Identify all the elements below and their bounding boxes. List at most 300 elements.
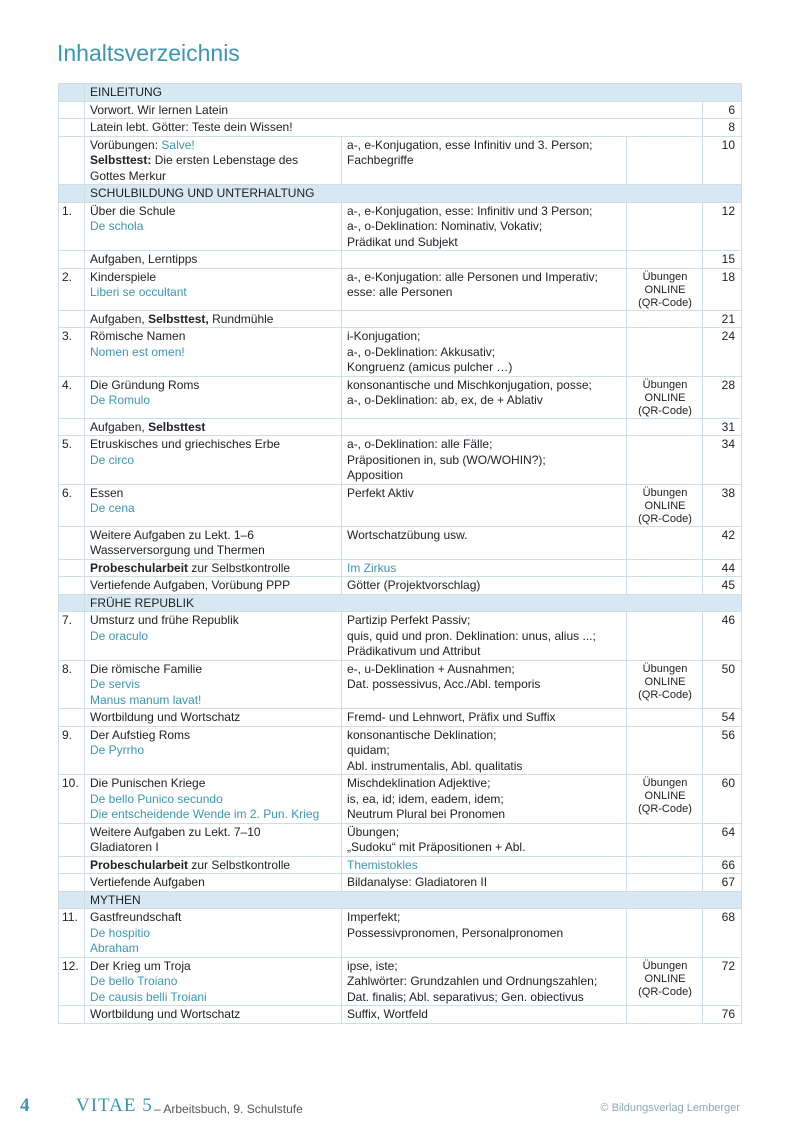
online-label: (QR-Code)	[638, 688, 692, 701]
latin-title: Abraham	[90, 941, 139, 955]
online-exercises	[627, 251, 703, 269]
entry-title	[85, 418, 342, 436]
title-text: Vertiefende Aufgaben, Vorübung PPP	[90, 578, 291, 592]
title-text: Aufgaben,	[90, 419, 149, 434]
online-label: Übungen	[642, 270, 688, 283]
page-number-cell: 44	[703, 559, 742, 577]
grammar-line: Fremd- und Lehnwort, Präfix und Suffix	[347, 710, 556, 724]
page-number-cell: 12	[703, 202, 742, 251]
grammar-topics	[342, 909, 627, 958]
online-exercises	[627, 328, 703, 377]
page-number-cell: 76	[703, 1006, 742, 1024]
page-number-cell: 60	[703, 775, 742, 824]
section-num-cell	[59, 594, 85, 612]
latin-title: Liberi se occultant	[90, 285, 187, 299]
page-number-cell: 66	[703, 856, 742, 874]
section-num-cell	[59, 891, 85, 909]
grammar-line: Suffix, Wortfeld	[347, 1007, 428, 1021]
toc-row	[59, 202, 742, 251]
grammar-topics	[342, 310, 627, 328]
title-line	[90, 528, 337, 544]
toc-row	[59, 101, 742, 119]
page-number-cell: 54	[703, 709, 742, 727]
page-number-cell: 8	[703, 119, 742, 137]
grammar-topics	[342, 660, 627, 709]
latin-title: De schola	[90, 219, 144, 233]
online-label: ONLINE	[644, 283, 686, 296]
title-line	[90, 420, 337, 436]
lesson-number	[59, 418, 85, 436]
title-line	[90, 875, 337, 891]
toc-row	[59, 251, 742, 269]
online-exercises	[627, 526, 703, 559]
lesson-number: 2.	[59, 268, 85, 310]
online-exercises	[627, 612, 703, 661]
title-line	[90, 613, 337, 629]
title-line	[90, 345, 337, 361]
online-exercises	[627, 376, 703, 418]
title-text: Vorübungen:	[90, 137, 162, 152]
online-exercises	[627, 957, 703, 1006]
title-line	[90, 728, 337, 744]
section-heading: EINLEITUNG	[85, 84, 742, 102]
entry-title	[85, 268, 342, 310]
online-exercises	[627, 1006, 703, 1024]
bold-label: Probeschularbeit	[90, 857, 189, 872]
entry-title	[85, 376, 342, 418]
grammar-topics	[342, 957, 627, 1006]
grammar-topics	[342, 709, 627, 727]
toc-row	[59, 823, 742, 856]
title-line	[90, 743, 337, 759]
grammar-topics	[342, 436, 627, 485]
entry-title	[85, 909, 342, 958]
lesson-number	[59, 856, 85, 874]
section-heading: FRÜHE REPUBLIK	[85, 594, 742, 612]
online-label: Übungen	[642, 959, 688, 972]
lesson-number	[59, 526, 85, 559]
toc-row	[59, 660, 742, 709]
latin-title: De hospitio	[90, 925, 151, 940]
title-line	[90, 169, 337, 185]
online-label: ONLINE	[644, 499, 686, 512]
lesson-number	[59, 1006, 85, 1024]
entry-title	[85, 436, 342, 485]
section-row	[59, 84, 742, 102]
title-line	[90, 910, 337, 926]
lesson-number: 10.	[59, 775, 85, 824]
title-text: Essen	[90, 485, 124, 500]
latin-title: De bello Punico secundo	[90, 791, 223, 806]
toc-row	[59, 957, 742, 1006]
lesson-number: 1.	[59, 202, 85, 251]
book-brand: VITAE 5	[76, 1095, 153, 1116]
lesson-number: 4.	[59, 376, 85, 418]
online-exercises	[627, 559, 703, 577]
title-text: Wortbildung und Wortschatz	[90, 710, 241, 724]
latin-title: De Romulo	[90, 393, 151, 407]
entry-title	[85, 328, 342, 377]
grammar-line: a-, e-Konjugation, esse: Infinitiv und 3 Person;	[347, 203, 593, 218]
title-line	[90, 578, 337, 594]
grammar-topics	[342, 856, 627, 874]
lesson-number	[59, 136, 85, 185]
page-number-cell: 72	[703, 957, 742, 1006]
page-number-cell: 21	[703, 310, 742, 328]
latin-title: De oraculo	[90, 628, 149, 643]
title-text: Der Krieg um Troja	[90, 958, 191, 973]
title-text: Weitere Aufgaben zu Lekt. 1–6	[90, 527, 254, 542]
toc-row	[59, 526, 742, 559]
title-line	[90, 252, 337, 268]
entry-title	[85, 310, 342, 328]
latin-title: Salve!	[161, 137, 195, 152]
lesson-number	[59, 874, 85, 892]
title-text: Etruskisches und griechisches Erbe	[90, 437, 281, 451]
entry-title	[85, 612, 342, 661]
title-line	[90, 629, 337, 645]
section-row	[59, 594, 742, 612]
title-line	[90, 959, 337, 975]
lesson-number	[59, 709, 85, 727]
lesson-number: 9.	[59, 726, 85, 775]
grammar-line: Götter (Projektvorschlag)	[347, 578, 481, 592]
grammar-topics	[342, 136, 627, 185]
grammar-line: Übungen;	[347, 824, 400, 839]
title-text: Die ersten Lebenstage des	[151, 153, 299, 167]
grammar-topics	[342, 484, 627, 526]
page-number-cell: 67	[703, 874, 742, 892]
page-number-cell: 64	[703, 823, 742, 856]
page-number: 4	[20, 1095, 30, 1116]
grammar-line: Zahlwörter: Grundzahlen und Ordnungszahlen;	[347, 974, 598, 988]
title-line	[90, 153, 337, 169]
title-line	[90, 974, 337, 990]
entry-title	[85, 856, 342, 874]
lesson-number	[59, 251, 85, 269]
grammar-line: Partizip Perfekt Passiv;	[347, 613, 471, 627]
toc-row	[59, 874, 742, 892]
grammar-line: a-, e-Konjugation, esse Infinitiv und 3. Person;	[347, 137, 593, 152]
section-num-cell	[59, 185, 85, 203]
page-number-cell: 6	[703, 101, 742, 119]
entry-title: Latein lebt. Götter: Teste dein Wissen!	[85, 119, 703, 137]
toc-row	[59, 436, 742, 485]
title-line	[90, 840, 337, 856]
title-text: Aufgaben,	[90, 311, 149, 326]
title-line	[90, 329, 337, 345]
page-number-cell: 10	[703, 136, 742, 185]
title-line	[90, 941, 337, 957]
online-exercises	[627, 856, 703, 874]
toc-row	[59, 418, 742, 436]
latin-title: De servis	[90, 677, 141, 691]
online-label: ONLINE	[644, 675, 686, 688]
section-row	[59, 185, 742, 203]
grammar-line: Fachbegriffe	[347, 153, 414, 167]
grammar-topics	[342, 202, 627, 251]
grammar-line: Prädikat und Subjekt	[347, 234, 458, 249]
grammar-topics	[342, 726, 627, 775]
online-exercises	[627, 775, 703, 824]
title-line	[90, 285, 337, 301]
page-title: Inhaltsverzeichnis	[57, 40, 240, 66]
online-exercises	[627, 268, 703, 310]
grammar-line: Prädikativum und Attribut	[347, 644, 481, 658]
title-text: Umsturz und frühe Republik	[90, 613, 239, 627]
title-text: Rundmühle	[208, 311, 274, 326]
grammar-topics	[342, 376, 627, 418]
grammar-topics	[342, 775, 627, 824]
title-line	[90, 710, 337, 726]
title-text: Vertiefende Aufgaben	[90, 875, 205, 889]
lesson-number: 8.	[59, 660, 85, 709]
grammar-line: ipse, iste;	[347, 958, 398, 973]
grammar-topics	[342, 874, 627, 892]
table-of-contents	[58, 83, 742, 1024]
online-label: ONLINE	[644, 972, 686, 985]
title-line	[90, 825, 337, 841]
online-exercises	[627, 709, 703, 727]
entry-title	[85, 136, 342, 185]
latin-title: Die entscheidende Wende im 2. Pun. Krieg	[90, 807, 320, 821]
online-label: Übungen	[642, 777, 688, 789]
section-heading: MYTHEN	[85, 891, 742, 909]
latin-title: Nomen est omen!	[90, 344, 185, 359]
title-text: Gastfreundschaft	[90, 910, 182, 924]
title-line	[90, 662, 337, 678]
title-line	[90, 677, 337, 693]
lesson-number: 12.	[59, 957, 85, 1006]
toc-row	[59, 376, 742, 418]
grammar-line: a-, o-Deklination: Akkusativ;	[347, 344, 496, 359]
toc-row	[59, 909, 742, 958]
toc-body	[59, 84, 742, 1024]
grammar-line: Perfekt Aktiv	[347, 485, 414, 500]
copyright: © Bildungsverlag Lemberger	[600, 1102, 740, 1114]
grammar-topics	[342, 251, 627, 269]
entry-title	[85, 484, 342, 526]
page-number-cell: 42	[703, 526, 742, 559]
lesson-number: 5.	[59, 436, 85, 485]
bold-label: Selbsttest:	[90, 153, 152, 167]
entry-title: Vorwort. Wir lernen Latein	[85, 101, 703, 119]
title-text: zur Selbstkontrolle	[188, 560, 291, 575]
lesson-number	[59, 559, 85, 577]
bold-label: Selbsttest,	[148, 311, 209, 326]
title-text: Gladiatoren I	[90, 840, 159, 854]
toc-row	[59, 310, 742, 328]
page-number-cell: 24	[703, 328, 742, 377]
lesson-number: 11.	[59, 909, 85, 958]
online-exercises	[627, 577, 703, 595]
grammar-topics	[342, 612, 627, 661]
page-number-cell: 50	[703, 660, 742, 709]
toc-row	[59, 268, 742, 310]
title-line	[90, 219, 337, 235]
grammar-topics	[342, 559, 627, 577]
online-exercises	[627, 874, 703, 892]
lesson-number: 7.	[59, 612, 85, 661]
bold-label: Probeschularbeit	[90, 560, 189, 575]
page-number-cell: 38	[703, 484, 742, 526]
online-label: (QR-Code)	[638, 803, 692, 815]
online-label: (QR-Code)	[638, 296, 692, 309]
online-label: (QR-Code)	[638, 985, 692, 998]
grammar-line: konsonantische Deklination;	[347, 727, 497, 742]
grammar-line: Apposition	[347, 468, 404, 482]
latin-title: De bello Troiano	[90, 974, 178, 988]
online-label: (QR-Code)	[638, 512, 692, 525]
toc-row	[59, 726, 742, 775]
entry-title	[85, 660, 342, 709]
title-text: Kinderspiele	[90, 269, 157, 284]
grammar-line: a-, o-Deklination: Nominativ, Vokativ;	[347, 219, 543, 233]
toc-row	[59, 612, 742, 661]
entry-title	[85, 957, 342, 1006]
online-exercises	[627, 310, 703, 328]
online-exercises	[627, 484, 703, 526]
page-number-cell: 28	[703, 376, 742, 418]
title-text: zur Selbstkontrolle	[188, 857, 291, 872]
section-row	[59, 891, 742, 909]
grammar-topics	[342, 526, 627, 559]
section-heading: SCHULBILDUNG UND UNTERHALTUNG	[85, 185, 742, 203]
entry-title	[85, 559, 342, 577]
online-label: Übungen	[642, 662, 688, 675]
toc-row	[59, 1006, 742, 1024]
grammar-line: „Sudoku“ mit Präpositionen + Abl.	[347, 840, 526, 854]
toc-row	[59, 119, 742, 137]
bold-label: Selbsttest	[148, 419, 206, 434]
online-exercises	[627, 909, 703, 958]
grammar-line: e-, u-Deklination + Ausnahmen;	[347, 661, 515, 676]
grammar-line: Possessivpronomen, Personalpronomen	[347, 925, 564, 940]
entry-title	[85, 874, 342, 892]
title-text: Über die Schule	[90, 203, 176, 218]
lesson-number	[59, 823, 85, 856]
grammar-line: Dat. possessivus, Acc./Abl. temporis	[347, 677, 541, 691]
entry-title	[85, 251, 342, 269]
grammar-topics	[342, 418, 627, 436]
grammar-line: Mischdeklination Adjektive;	[347, 776, 491, 790]
page-number-cell: 31	[703, 418, 742, 436]
title-line	[90, 561, 337, 577]
online-label: ONLINE	[644, 790, 686, 802]
title-line	[90, 926, 337, 942]
title-line	[90, 858, 337, 874]
entry-title	[85, 202, 342, 251]
page-number-cell: 15	[703, 251, 742, 269]
grammar-line: Dat. finalis; Abl. separativus; Gen. obiectivus	[347, 989, 584, 1004]
section-num-cell	[59, 84, 85, 102]
title-line	[90, 776, 337, 792]
online-exercises	[627, 418, 703, 436]
lesson-number	[59, 101, 85, 119]
title-text: Wasserversorgung und Thermen	[90, 543, 265, 557]
title-line	[90, 693, 337, 709]
title-line	[90, 501, 337, 517]
title-text: Aufgaben, Lerntipps	[90, 252, 198, 266]
online-label: ONLINE	[644, 391, 686, 404]
toc-row	[59, 775, 742, 824]
entry-title	[85, 709, 342, 727]
page-number-cell: 56	[703, 726, 742, 775]
online-exercises	[627, 726, 703, 775]
title-text: Die Punischen Kriege	[90, 776, 206, 790]
entry-title	[85, 775, 342, 824]
entry-title	[85, 726, 342, 775]
grammar-line: Bildanalyse: Gladiatoren II	[347, 875, 488, 889]
title-line	[90, 1007, 337, 1023]
online-exercises	[627, 823, 703, 856]
grammar-line: Neutrum Plural bei Pronomen	[347, 807, 506, 821]
title-text: Die Gründung Roms	[90, 377, 200, 392]
title-line	[90, 393, 337, 409]
page-number-cell: 68	[703, 909, 742, 958]
toc-row	[59, 709, 742, 727]
grammar-topics	[342, 268, 627, 310]
online-exercises	[627, 660, 703, 709]
title-line	[90, 453, 337, 469]
entry-title	[85, 526, 342, 559]
title-line	[90, 990, 337, 1006]
title-text: Die römische Familie	[90, 661, 203, 676]
entry-title	[85, 577, 342, 595]
page-number-cell: 18	[703, 268, 742, 310]
page-number-cell: 45	[703, 577, 742, 595]
grammar-line: i-Konjugation;	[347, 329, 421, 343]
grammar-line: konsonantische und Mischkonjugation, posse;	[347, 377, 592, 392]
latin-title: De circo	[90, 452, 135, 467]
lesson-number: 6.	[59, 484, 85, 526]
page-number-cell: 34	[703, 436, 742, 485]
grammar-topics	[342, 823, 627, 856]
title-text: Wortbildung und Wortschatz	[90, 1007, 241, 1021]
title-line	[90, 270, 337, 286]
exam-topic: Im Zirkus	[347, 560, 397, 575]
title-text: Der Aufstieg Roms	[90, 727, 191, 742]
online-exercises	[627, 202, 703, 251]
grammar-line: a-, e-Konjugation: alle Personen und Imperativ;	[347, 269, 598, 284]
title-line	[90, 138, 337, 154]
title-text: Römische Namen	[90, 329, 186, 343]
grammar-line: Kongruenz (amicus pulcher …)	[347, 360, 513, 374]
title-text: Gottes Merkur	[90, 168, 167, 183]
lesson-number	[59, 577, 85, 595]
grammar-line: Wortschatzübung usw.	[347, 527, 468, 542]
toc-row	[59, 559, 742, 577]
toc-row	[59, 577, 742, 595]
grammar-topics	[342, 1006, 627, 1024]
latin-title: De Pyrrho	[90, 743, 145, 757]
title-line	[90, 792, 337, 808]
entry-title	[85, 1006, 342, 1024]
title-line	[90, 486, 337, 502]
grammar-line: quis, quid und pron. Deklination: unus, alius ...;	[347, 628, 596, 643]
lesson-number	[59, 119, 85, 137]
toc-row	[59, 328, 742, 377]
latin-title: De cena	[90, 501, 135, 515]
toc-row	[59, 856, 742, 874]
grammar-line: is, ea, id; idem, eadem, idem;	[347, 791, 504, 806]
online-exercises	[627, 136, 703, 185]
page-footer	[0, 1095, 800, 1118]
latin-title: De causis belli Troiani	[90, 989, 207, 1004]
title-line	[90, 204, 337, 220]
grammar-line: Präpositionen in, sub (WO/WOHIN?);	[347, 452, 546, 467]
grammar-topics	[342, 328, 627, 377]
